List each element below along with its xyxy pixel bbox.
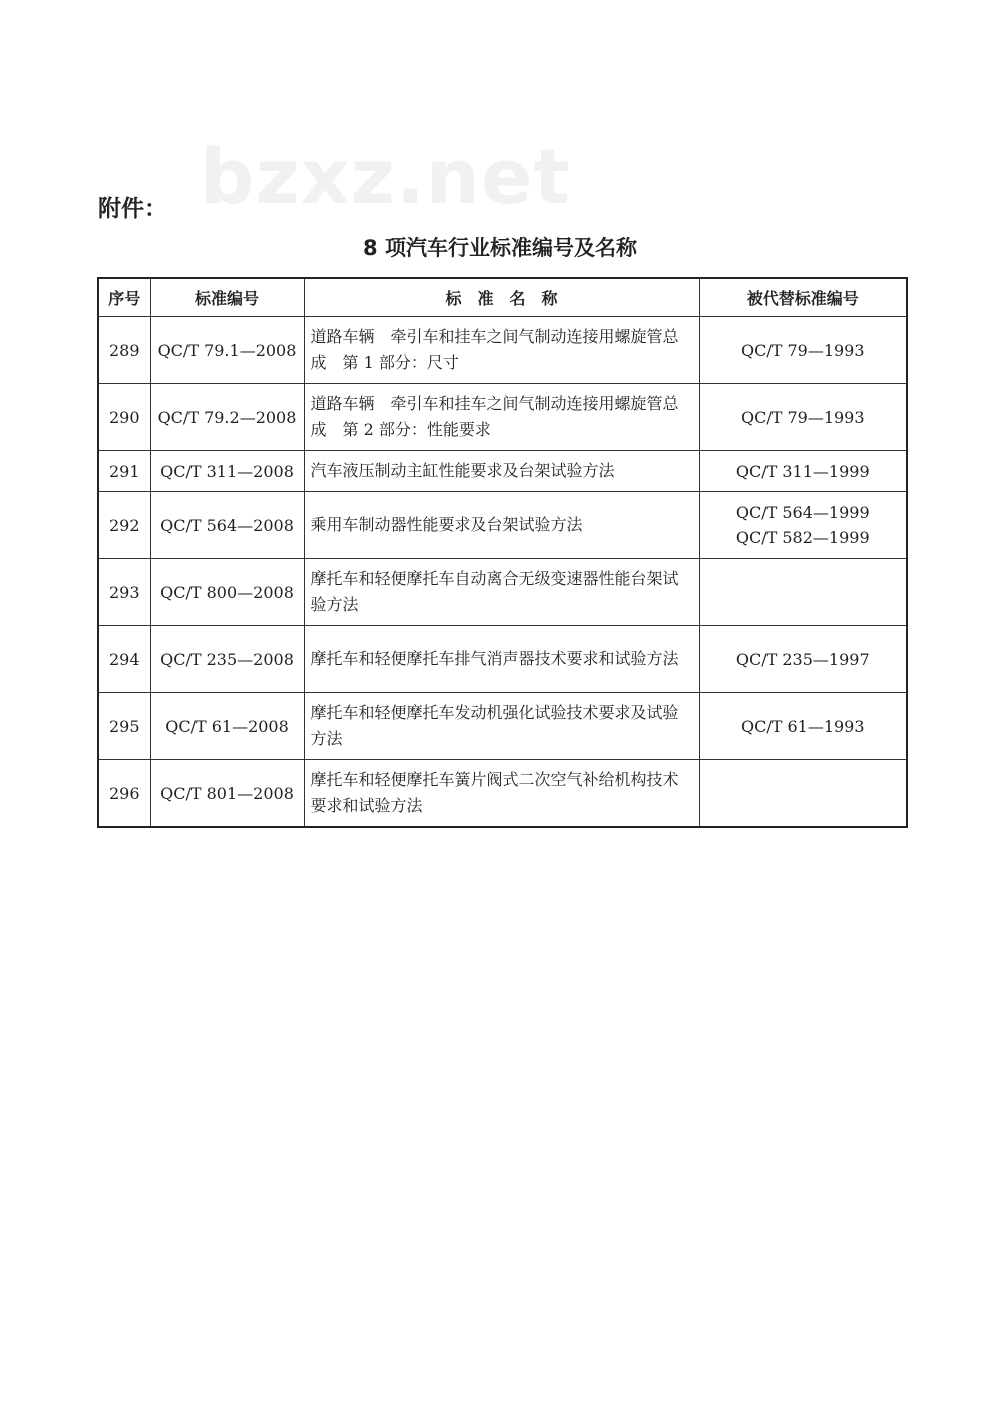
serial-number: 292	[98, 492, 150, 559]
standard-name: 道路车辆 牵引车和挂车之间气制动连接用螺旋管总成 第 1 部分：尺寸	[304, 317, 699, 384]
replaced-code	[699, 317, 907, 384]
replaced-code	[699, 693, 907, 760]
table-row	[98, 384, 907, 451]
replaced-code	[699, 760, 907, 828]
replaced-code	[699, 384, 907, 451]
replaced-code	[699, 559, 907, 626]
watermark-text: bzxz.net	[200, 132, 571, 221]
serial-number: 289	[98, 317, 150, 384]
standard-code: QC/T 311—2008	[150, 451, 304, 492]
replaced-code-line: QC/T 564—1999	[735, 503, 870, 522]
standard-name: 摩托车和轻便摩托车排气消声器技术要求和试验方法	[304, 626, 699, 693]
replaced-code	[699, 626, 907, 693]
standard-name: 道路车辆 牵引车和挂车之间气制动连接用螺旋管总成 第 2 部分：性能要求	[304, 384, 699, 451]
header-standard-name: 标 准 名 称	[304, 278, 699, 317]
table-header-row	[98, 278, 907, 317]
standard-name: 摩托车和轻便摩托车自动离合无级变速器性能台架试验方法	[304, 559, 699, 626]
replaced-code-line: QC/T 79—1993	[740, 340, 865, 360]
document-title: 8 项汽车行业标准编号及名称	[363, 236, 637, 260]
table-row	[98, 317, 907, 384]
attachment-label: 附件：	[98, 196, 167, 222]
table-row	[98, 693, 907, 760]
serial-number: 294	[98, 626, 150, 693]
standard-name: 摩托车和轻便摩托车簧片阀式二次空气补给机构技术要求和试验方法	[304, 760, 699, 828]
standard-code: QC/T 235—2008	[150, 626, 304, 693]
replaced-code-line: QC/T 235—1997	[735, 649, 870, 669]
table-row	[98, 451, 907, 492]
standard-code: QC/T 564—2008	[150, 492, 304, 559]
serial-number: 293	[98, 559, 150, 626]
header-replaced-code: 被代替标准编号	[699, 278, 907, 317]
standard-code: QC/T 801—2008	[150, 760, 304, 828]
serial-number: 291	[98, 451, 150, 492]
standard-code: QC/T 61—2008	[150, 693, 304, 760]
table-row	[98, 626, 907, 693]
replaced-code-line: QC/T 61—1993	[740, 716, 865, 736]
replaced-code-line: QC/T 311—1999	[735, 461, 870, 481]
serial-number: 295	[98, 693, 150, 760]
header-standard-code: 标准编号	[150, 278, 304, 317]
standard-name: 乘用车制动器性能要求及台架试验方法	[304, 492, 699, 559]
standard-code: QC/T 79.2—2008	[150, 384, 304, 451]
standard-code: QC/T 79.1—2008	[150, 317, 304, 384]
serial-number: 296	[98, 760, 150, 828]
table-row	[98, 492, 907, 559]
standard-name: 摩托车和轻便摩托车发动机强化试验技术要求及试验方法	[304, 693, 699, 760]
standard-code: QC/T 800—2008	[150, 559, 304, 626]
standard-name: 汽车液压制动主缸性能要求及台架试验方法	[304, 451, 699, 492]
replaced-code	[699, 451, 907, 492]
replaced-code	[699, 492, 907, 559]
replaced-code-line: QC/T 582—1999	[735, 528, 870, 547]
standards-table	[97, 277, 908, 828]
serial-number: 290	[98, 384, 150, 451]
table-row	[98, 559, 907, 626]
header-serial-number: 序号	[98, 278, 150, 317]
table-row	[98, 760, 907, 828]
replaced-code-line: QC/T 79—1993	[740, 407, 865, 427]
